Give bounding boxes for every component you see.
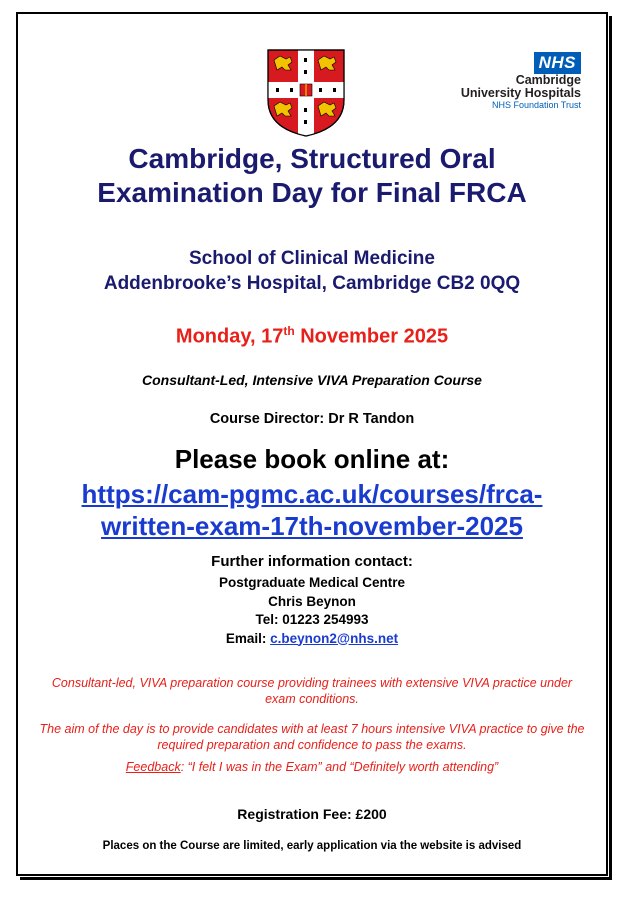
date-rest: November 2025	[294, 325, 449, 348]
feedback-label: Feedback	[125, 760, 181, 774]
booking-heading: Please book online at:	[174, 444, 450, 474]
registration-fee: Registration Fee: £200	[237, 806, 387, 822]
contact-tel: Tel: 01223 254993	[255, 612, 369, 627]
venue	[16, 246, 608, 296]
contact-email-row	[16, 630, 608, 649]
venue-line2: Addenbrooke’s Hospital, Cambridge CB2 0QQ	[103, 273, 521, 294]
feedback-quote	[16, 759, 608, 775]
course-description: Consultant-led, VIVA preparation course providing trainees with extensive VIVA practice under exam conditions.	[51, 676, 573, 706]
booking-link[interactable]	[16, 478, 608, 542]
contact-name: Chris Beynon	[268, 593, 356, 609]
university-crest-logo	[266, 48, 346, 138]
course-director: Course Director: Dr R Tandon	[209, 411, 415, 427]
feedback-text: : “I felt I was in the Exam” and “Definitely worth attending”	[180, 760, 499, 774]
page-title	[16, 142, 608, 210]
contact-details	[16, 574, 608, 648]
email-link[interactable]: c.beynon2@nhs.net	[270, 630, 399, 646]
booking-url-line2[interactable]: written-exam-17th-november-2025	[101, 511, 523, 541]
nhs-trust-name: NHS Foundation Trust	[491, 100, 581, 110]
course-subtitle: Consultant-Led, Intensive VIVA Preparation Course	[142, 372, 482, 388]
venue-line1: School of Clinical Medicine	[189, 248, 435, 269]
event-date	[16, 318, 608, 350]
places-notice: Places on the Course are limited, early application via the website is advised	[102, 840, 522, 852]
nhs-org-name-line2: University Hospitals	[460, 86, 581, 100]
nhs-org-name-line1: Cambridge	[515, 73, 581, 87]
booking-url-line1[interactable]: https://cam-pgmc.ac.uk/courses/frca-	[81, 479, 543, 509]
nhs-logo	[461, 52, 581, 111]
title-line2: Examination Day for Final FRCA	[97, 177, 527, 208]
title-line1: Cambridge, Structured Oral	[128, 143, 496, 174]
course-aim: The aim of the day is to provide candidates with at least 7 hours intensive VIVA practice to give the required preparation and confidence to pass the exams.	[39, 722, 585, 752]
contact-org: Postgraduate Medical Centre	[218, 575, 406, 590]
date-prefix: Monday, 17	[175, 325, 284, 348]
date-ordinal: th	[283, 324, 295, 338]
contact-heading: Further information contact:	[211, 553, 413, 570]
nhs-badge: NHS	[534, 52, 581, 74]
email-label: Email:	[225, 630, 271, 646]
